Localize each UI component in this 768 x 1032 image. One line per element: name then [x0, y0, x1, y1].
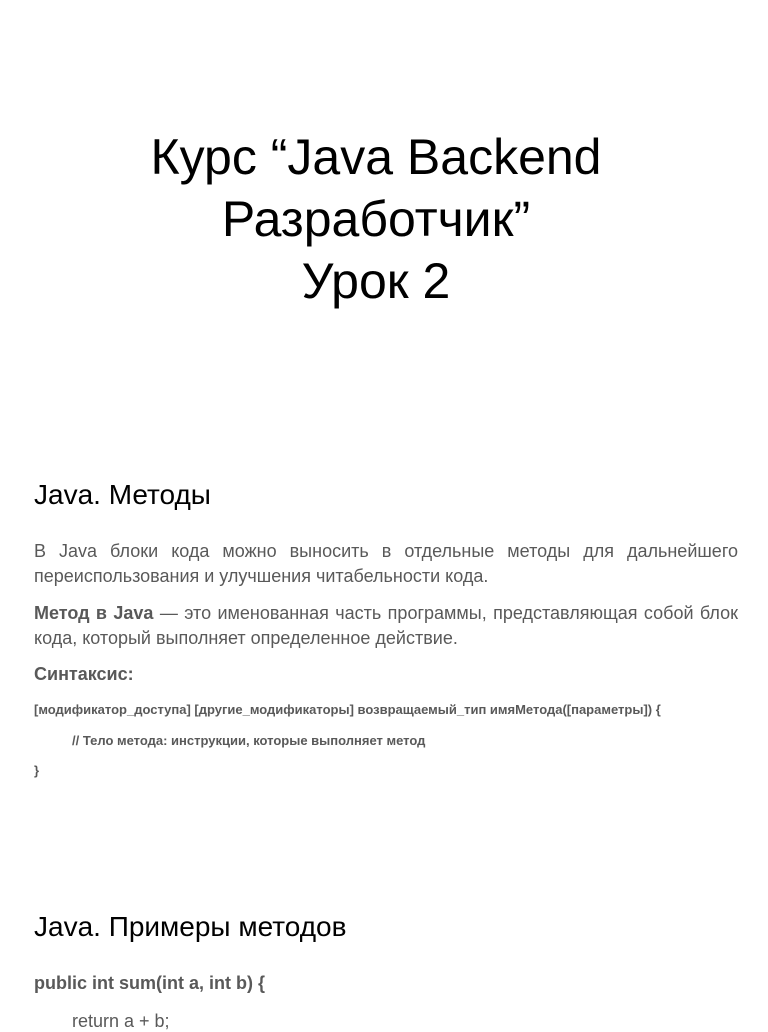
method-definition-text: — это именованная часть программы, представляющая собой блок кода, который выполняет определенное действие. — [34, 603, 738, 648]
example-code-line-1: public int sum(int a, int b) { — [34, 973, 265, 993]
title-line-1: Курс “Java Backend — [150, 129, 602, 185]
examples-heading: Java. Примеры методов — [34, 911, 347, 942]
method-definition-term: Метод в Java — [34, 603, 154, 623]
syntax-line-2: // Тело метода: инструкции, которые выполняет метод — [72, 733, 426, 748]
methods-intro-paragraph: В Java блоки кода можно выносить в отдельные методы для дальнейшего переиспользования и улучшения читабельности кода. — [34, 541, 738, 586]
title-line-3: Урок 2 — [301, 253, 451, 309]
syntax-label: Синтаксис: — [34, 664, 134, 684]
syntax-line-1: [модификатор_доступа] [другие_модификаторы] возвращаемый_тип имяМетода([параметры]) { — [34, 702, 661, 717]
syntax-line-3: } — [34, 763, 40, 778]
title-line-2: Разработчик” — [221, 191, 531, 247]
example-code-line-2: return a + b; — [72, 1011, 170, 1031]
method-definition-paragraph — [34, 601, 738, 651]
methods-heading: Java. Методы — [34, 479, 211, 510]
slide-title — [0, 126, 752, 312]
